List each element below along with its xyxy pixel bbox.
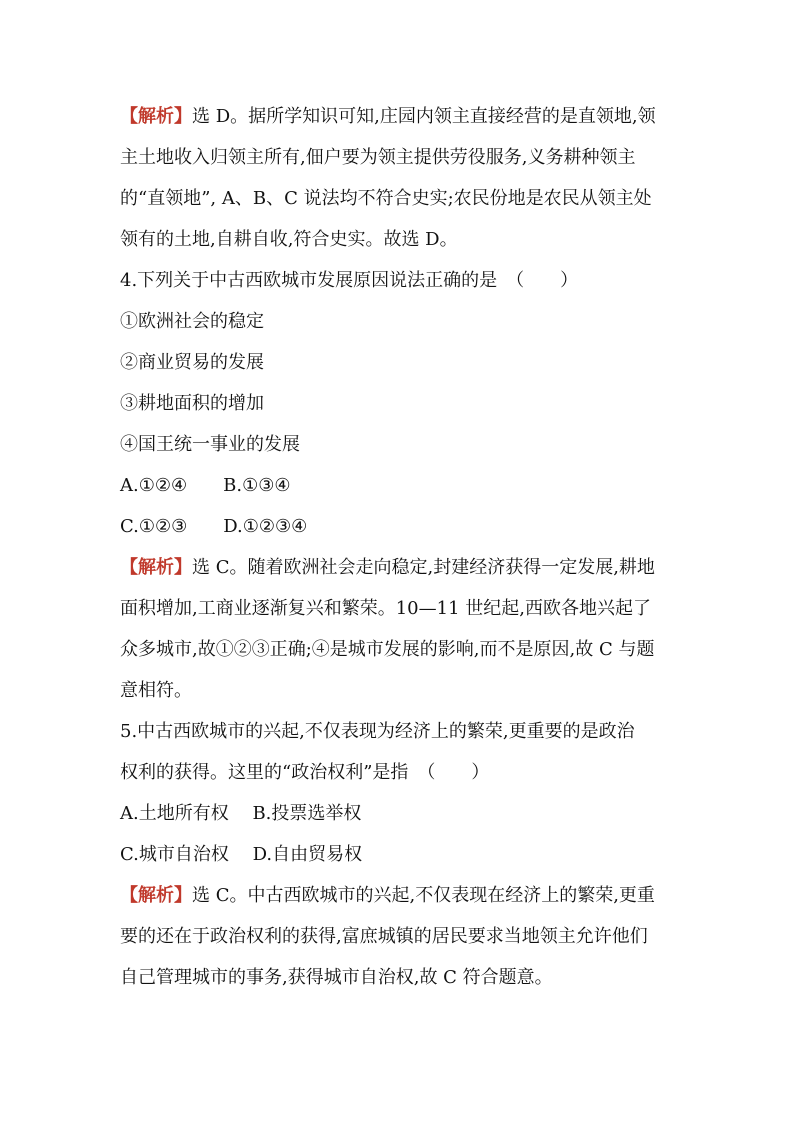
question-item: ④国王统一事业的发展 <box>120 434 300 455</box>
question-options: A.土地所有权 B.投票选举权 <box>120 803 362 824</box>
explanation-line: 【解析】选 C。中古西欧城市的兴起,不仅表现在经济上的繁荣,更重 <box>120 885 655 906</box>
analysis-tag: 【解析】 <box>120 106 192 127</box>
explanation-line: 意相符。 <box>120 680 192 701</box>
question-stem: 5.中古西欧城市的兴起,不仅表现为经济上的繁荣,更重要的是政治 <box>120 721 635 742</box>
explanation-line: 主土地收入归领主所有,佃户要为领主提供劳役服务,义务耕种领主 <box>120 147 636 168</box>
explanation-q3 <box>120 96 680 260</box>
question-4 <box>120 260 680 547</box>
question-item: ①欧洲社会的稳定 <box>120 311 264 332</box>
explanation-q4 <box>120 547 680 711</box>
explanation-line: 【解析】选 C。随着欧洲社会走向稳定,封建经济获得一定发展,耕地 <box>120 557 655 578</box>
explanation-q5 <box>120 875 680 998</box>
question-options: C.城市自治权 D.自由贸易权 <box>120 844 363 865</box>
document-page <box>120 96 680 998</box>
question-item: ②商业贸易的发展 <box>120 352 264 373</box>
explanation-line: 自己管理城市的事务,获得城市自治权,故 C 符合题意。 <box>120 967 553 988</box>
question-item: ③耕地面积的增加 <box>120 393 264 414</box>
question-5 <box>120 711 680 875</box>
question-options: A.①②④ B.①③④ <box>120 475 291 496</box>
analysis-tag: 【解析】 <box>120 885 192 906</box>
explanation-line: 众多城市,故①②③正确;④是城市发展的影响,而不是原因,故 C 与题 <box>120 639 655 660</box>
explanation-line: 要的还在于政治权利的获得,富庶城镇的居民要求当地领主允许他们 <box>120 926 648 947</box>
question-stem: 权利的获得。这里的“政治权利”是指 （ ） <box>120 762 490 783</box>
question-stem: 4.下列关于中古西欧城市发展原因说法正确的是 （ ） <box>120 270 579 291</box>
explanation-line: 的“直领地”, A、B、C 说法均不符合史实;农民份地是农民从领主处 <box>120 188 652 209</box>
analysis-tag: 【解析】 <box>120 557 192 578</box>
explanation-line: 面积增加,工商业逐渐复兴和繁荣。10—11 世纪起,西欧各地兴起了 <box>120 598 651 619</box>
explanation-line: 【解析】选 D。据所学知识可知,庄园内领主直接经营的是直领地,领 <box>120 106 656 127</box>
question-options: C.①②③ D.①②③④ <box>120 516 308 537</box>
explanation-line: 领有的土地,自耕自收,符合史实。故选 D。 <box>120 229 458 250</box>
